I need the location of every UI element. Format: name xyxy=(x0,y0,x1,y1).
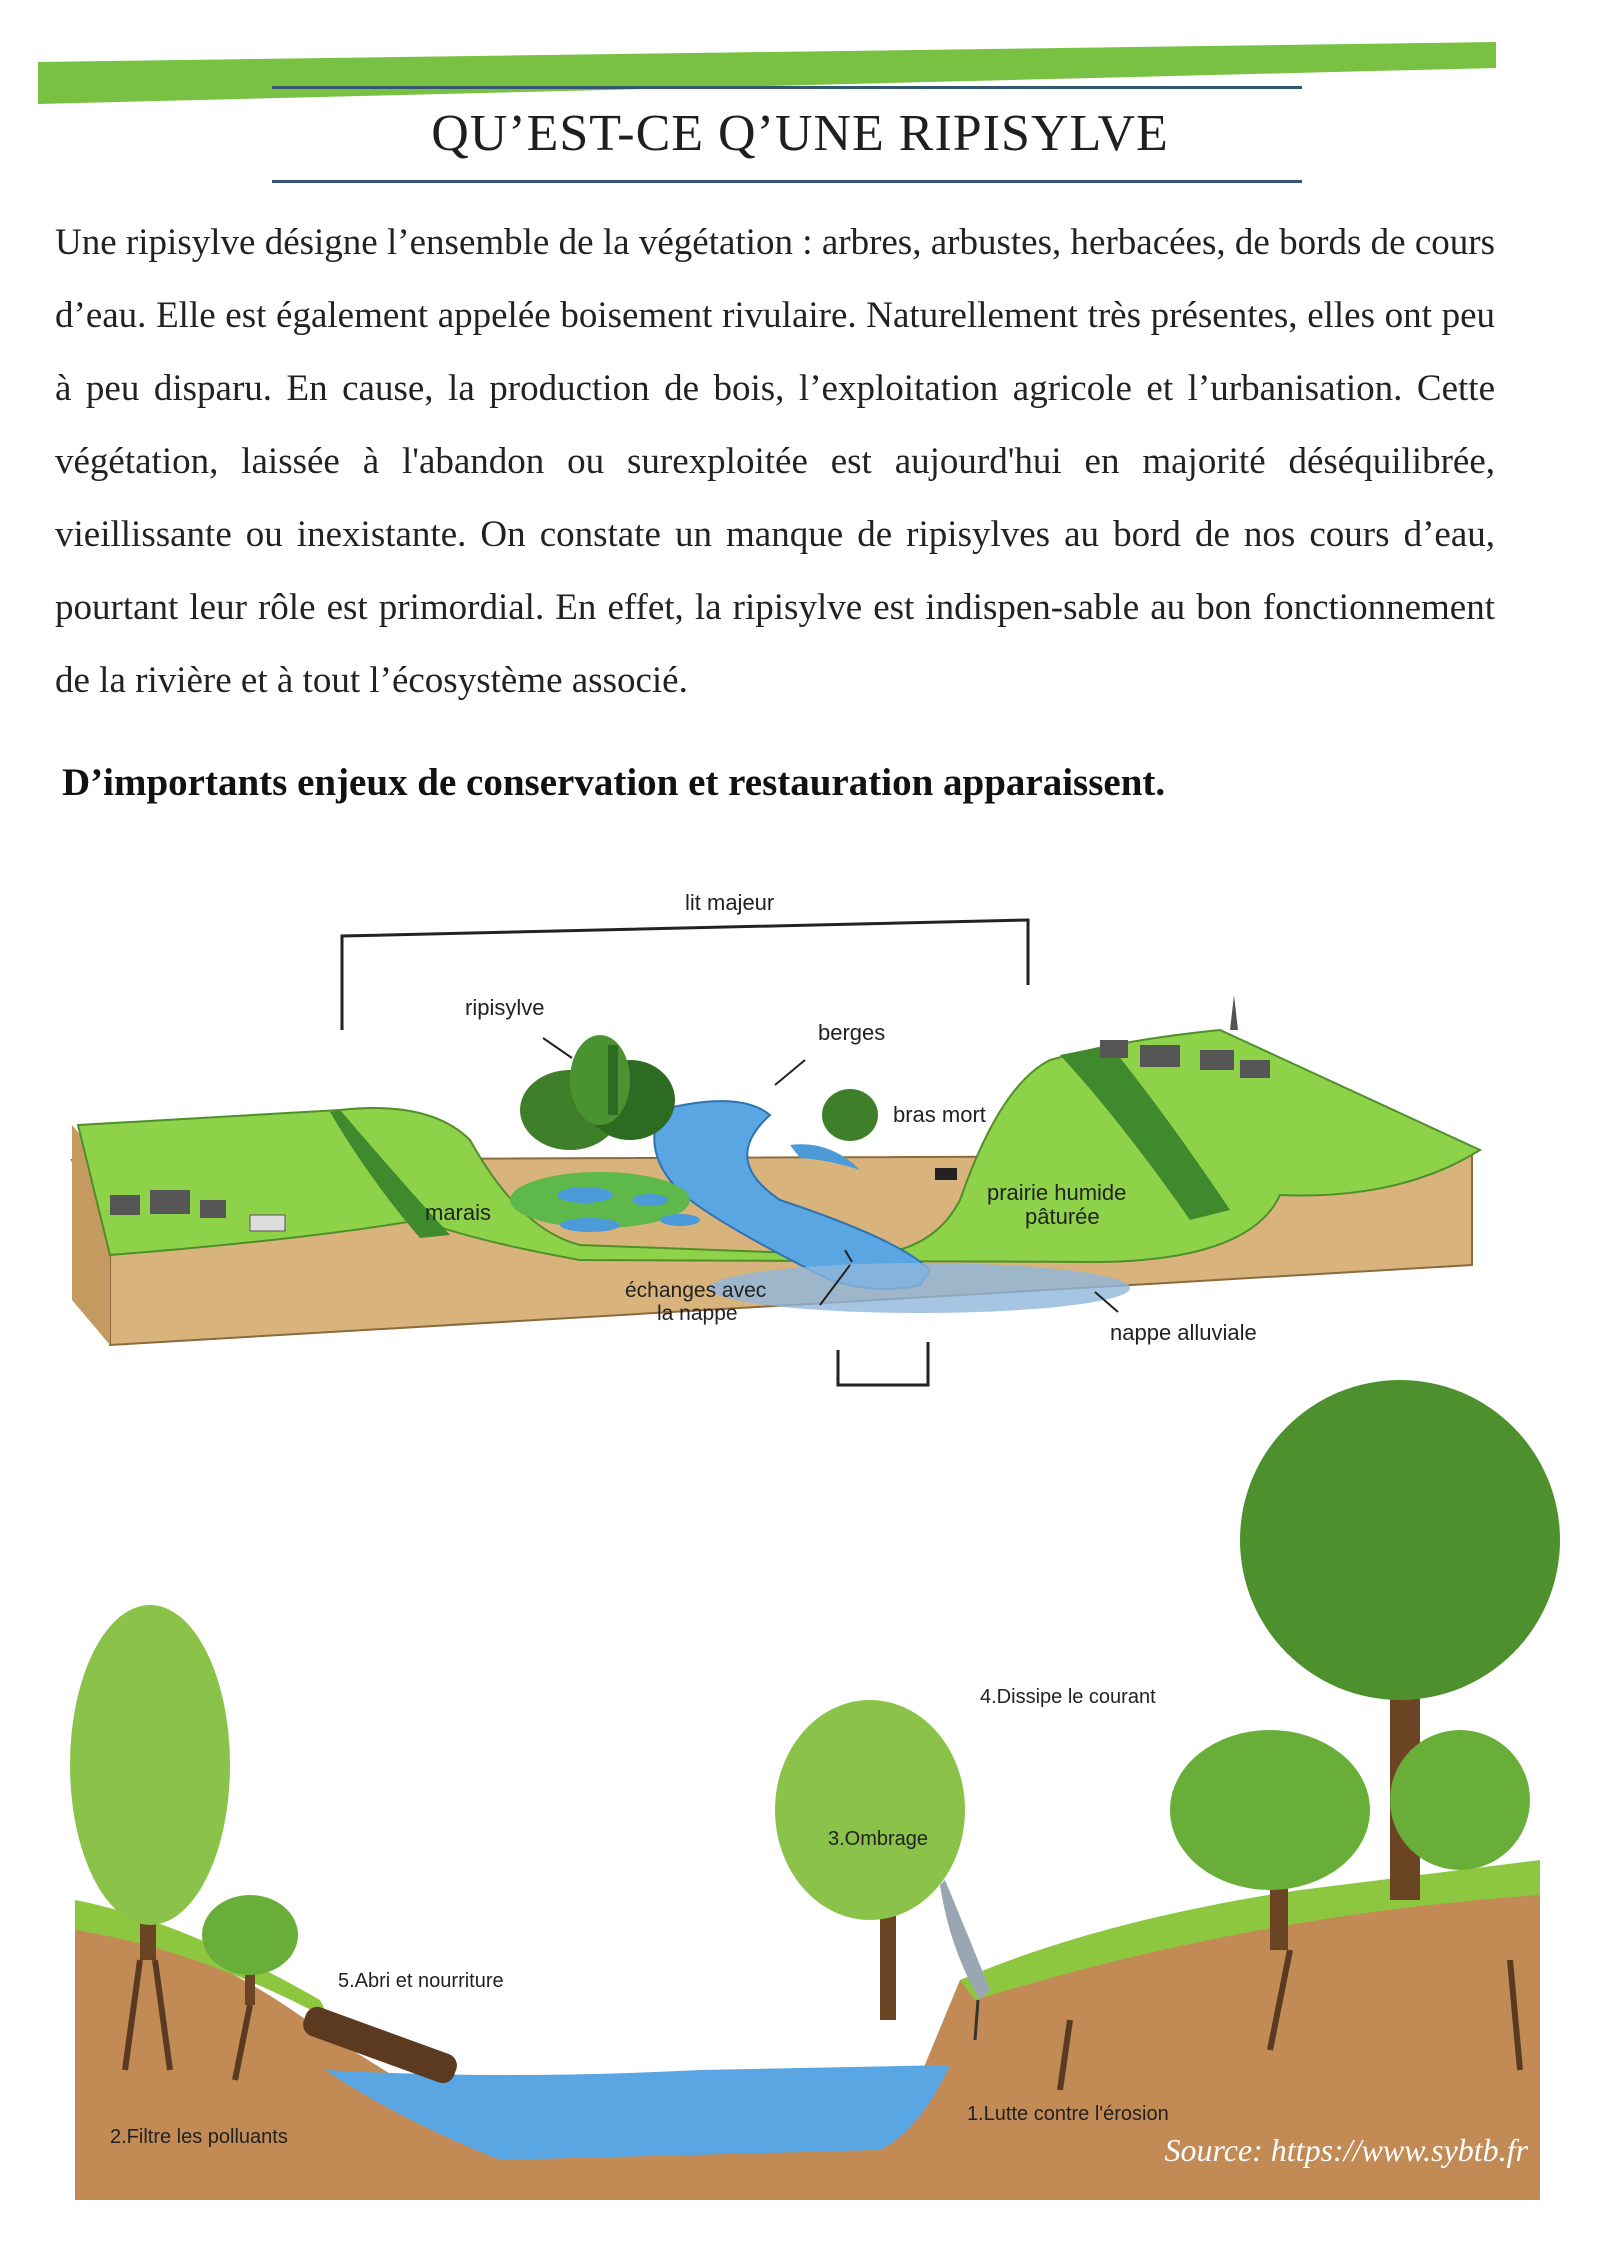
label-lit-majeur: lit majeur xyxy=(685,890,775,915)
label-prairie-1: prairie humide xyxy=(987,1180,1127,1205)
label-ripisylve: ripisylve xyxy=(465,995,545,1020)
label-abri: 5.Abri et nourriture xyxy=(338,1970,504,1992)
tree-center xyxy=(775,1700,965,2020)
label-nappe: nappe alluviale xyxy=(1110,1320,1257,1345)
label-berges: berges xyxy=(818,1020,886,1045)
source-credit: Source: https://www.sybtb.fr xyxy=(1164,2132,1528,2168)
label-prairie-2: pâturée xyxy=(1025,1204,1100,1229)
label-echanges-2: la nappe xyxy=(657,1302,738,1325)
emphasis-statement: D’importants enjeux de conservation et restauration apparaissent. xyxy=(62,761,1166,804)
label-echanges-1: échanges avec xyxy=(625,1279,767,1302)
intro-paragraph: Une ripisylve désigne l’ensemble de la végétation : arbres, arbustes, herbacées, de bords de cours d’eau. Elle est également appelée boisement rivulaire. Naturellement très présentes, elles ont peu à peu disparu. En cause, la production de bois, l’exploitation agricole et l’urbanisation. Cette végétation, laissée à l'abandon ou surexploitée est aujourd'hui en majorité déséquilibrée, vieillissante ou inexistante. On constate un manque de ripisylves au bord de nos cours d’eau, pourtant leur rôle est primordial. En effet, la ripisylve est indispen-sable au bon fonctionnement de la rivière et à tout l’écosystème associé. xyxy=(55,222,1495,701)
page-title: QU’EST-CE Q’UNE RIPISYLVE xyxy=(431,105,1169,162)
label-dissipe: 4.Dissipe le courant xyxy=(980,1686,1156,1708)
label-marais: marais xyxy=(425,1200,492,1225)
label-filtre: 2.Filtre les polluants xyxy=(110,2126,288,2148)
label-bras-mort: bras mort xyxy=(893,1102,986,1127)
label-ombrage: 3.Ombrage xyxy=(828,1828,929,1850)
label-erosion: 1.Lutte contre l'érosion xyxy=(967,2103,1169,2125)
